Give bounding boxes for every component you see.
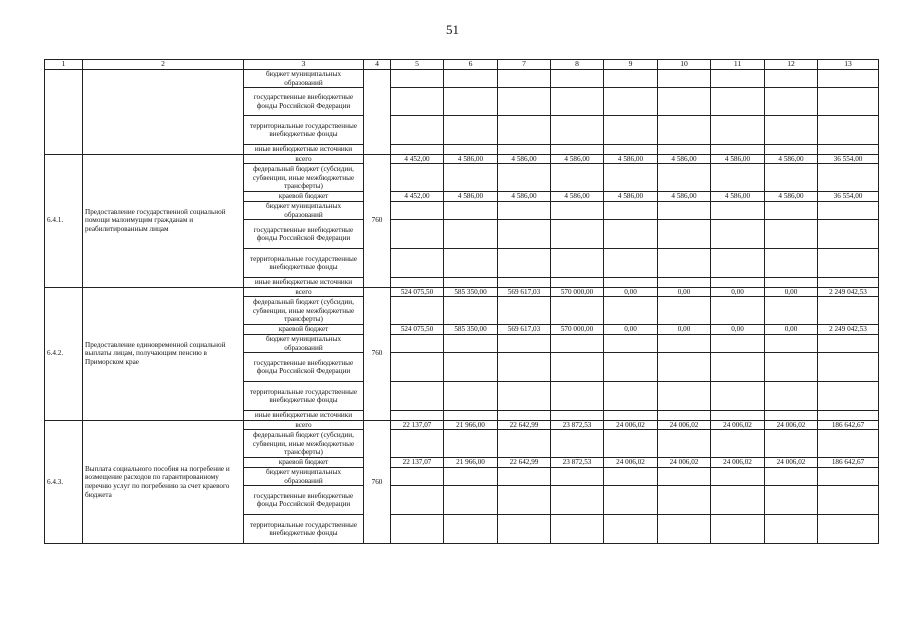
value-cell	[444, 145, 498, 155]
value-cell	[498, 116, 551, 145]
value-cell: 186 642,67	[818, 420, 879, 430]
funding-source-cell: федеральный бюджет (субсидии, субвенции, иные межбюджетные трансферты)	[244, 164, 364, 192]
measure-name-cell: Предоставление государственной социальной помощи малоимущим гражданам и реабилитированным лицам	[83, 154, 244, 287]
funding-source-cell: бюджет муниципальных образований	[244, 467, 364, 485]
value-cell	[604, 88, 658, 116]
table-row	[45, 287, 879, 297]
value-cell: 585 350,00	[444, 287, 498, 297]
value-cell	[498, 164, 551, 192]
value-cell: 22 642,99	[498, 458, 551, 468]
value-cell	[658, 201, 711, 219]
budget-table	[44, 59, 879, 544]
value-cell	[658, 411, 711, 421]
value-cell	[658, 249, 711, 278]
value-cell	[818, 515, 879, 544]
value-cell	[711, 382, 765, 411]
value-cell	[444, 249, 498, 278]
value-cell	[391, 145, 444, 155]
measure-name-cell	[83, 70, 244, 155]
budget-code-cell: 760	[364, 154, 391, 287]
value-cell	[498, 382, 551, 411]
value-cell	[498, 249, 551, 278]
value-cell: 4 586,00	[658, 154, 711, 164]
value-cell	[444, 515, 498, 544]
value-cell	[391, 164, 444, 192]
funding-source-cell: иные внебюджетные источники	[244, 411, 364, 421]
funding-source-cell: бюджет муниципальных образований	[244, 201, 364, 219]
value-cell	[818, 88, 879, 116]
funding-source-cell: краевой бюджет	[244, 192, 364, 202]
value-cell	[391, 411, 444, 421]
value-cell	[604, 486, 658, 515]
value-cell	[391, 430, 444, 458]
column-header: 5	[391, 60, 444, 70]
value-cell	[604, 515, 658, 544]
column-header: 9	[604, 60, 658, 70]
value-cell: 569 617,03	[498, 287, 551, 297]
value-cell: 585 350,00	[444, 325, 498, 335]
funding-source-cell: государственные внебюджетные фонды Российской Федерации	[244, 353, 364, 382]
value-cell	[391, 515, 444, 544]
value-cell: 4 586,00	[604, 192, 658, 202]
value-cell: 524 075,50	[391, 325, 444, 335]
measure-name-cell: Предоставление единовременной социальной выплаты лицам, получающим пенсию в Приморском крае	[83, 287, 244, 420]
value-cell	[391, 201, 444, 219]
value-cell: 24 006,02	[658, 420, 711, 430]
value-cell	[391, 88, 444, 116]
value-cell	[444, 382, 498, 411]
funding-source-cell: краевой бюджет	[244, 325, 364, 335]
value-cell	[765, 297, 818, 325]
funding-source-cell: территориальные государственные внебюджетные фонды	[244, 116, 364, 145]
value-cell	[604, 220, 658, 249]
value-cell	[818, 467, 879, 485]
funding-source-cell: бюджет муниципальных образований	[244, 70, 364, 88]
value-cell	[658, 116, 711, 145]
column-header: 8	[551, 60, 604, 70]
value-cell	[711, 116, 765, 145]
value-cell	[551, 278, 604, 288]
value-cell	[551, 164, 604, 192]
funding-source-cell: государственные внебюджетные фонды Российской Федерации	[244, 486, 364, 515]
value-cell: 570 000,00	[551, 287, 604, 297]
value-cell: 24 006,02	[765, 420, 818, 430]
value-cell: 2 249 042,53	[818, 287, 879, 297]
measure-name-cell: Выплата социального пособия на погребение и возмещение расходов по гарантированному перечню услуг по погребению за счет краевого бюджета	[83, 420, 244, 543]
value-cell	[658, 430, 711, 458]
value-cell: 4 586,00	[658, 192, 711, 202]
value-cell	[604, 278, 658, 288]
funding-source-cell: государственные внебюджетные фонды Российской Федерации	[244, 220, 364, 249]
value-cell	[711, 70, 765, 88]
column-header: 7	[498, 60, 551, 70]
column-header: 12	[765, 60, 818, 70]
budget-code-cell: 760	[364, 287, 391, 420]
value-cell	[444, 278, 498, 288]
value-cell	[818, 353, 879, 382]
value-cell	[711, 515, 765, 544]
value-cell	[765, 515, 818, 544]
value-cell	[711, 334, 765, 352]
value-cell: 0,00	[604, 287, 658, 297]
value-cell	[765, 164, 818, 192]
value-cell	[765, 145, 818, 155]
value-cell	[818, 430, 879, 458]
value-cell	[711, 297, 765, 325]
value-cell: 36 554,00	[818, 192, 879, 202]
value-cell	[498, 278, 551, 288]
value-cell	[444, 164, 498, 192]
value-cell	[765, 116, 818, 145]
value-cell	[551, 467, 604, 485]
value-cell	[711, 201, 765, 219]
value-cell	[498, 467, 551, 485]
value-cell	[498, 353, 551, 382]
value-cell	[658, 515, 711, 544]
value-cell	[765, 70, 818, 88]
column-header: 3	[244, 60, 364, 70]
value-cell: 4 586,00	[711, 154, 765, 164]
value-cell	[444, 88, 498, 116]
funding-source-cell: краевой бюджет	[244, 458, 364, 468]
value-cell: 4 586,00	[765, 192, 818, 202]
value-cell: 22 137,07	[391, 420, 444, 430]
funding-source-cell: территориальные государственные внебюджетные фонды	[244, 249, 364, 278]
value-cell: 4 586,00	[551, 192, 604, 202]
value-cell	[444, 353, 498, 382]
value-cell: 0,00	[765, 287, 818, 297]
value-cell	[498, 88, 551, 116]
value-cell	[658, 382, 711, 411]
value-cell: 569 617,03	[498, 325, 551, 335]
value-cell	[604, 467, 658, 485]
value-cell	[551, 353, 604, 382]
value-cell: 24 006,02	[765, 458, 818, 468]
value-cell	[551, 145, 604, 155]
value-cell	[551, 88, 604, 116]
column-number-row	[45, 60, 879, 70]
value-cell: 23 872,53	[551, 458, 604, 468]
value-cell	[818, 164, 879, 192]
value-cell	[551, 411, 604, 421]
value-cell	[765, 467, 818, 485]
value-cell	[604, 411, 658, 421]
funding-source-cell: всего	[244, 420, 364, 430]
value-cell	[818, 411, 879, 421]
value-cell	[498, 297, 551, 325]
value-cell	[658, 70, 711, 88]
value-cell	[604, 382, 658, 411]
value-cell	[765, 88, 818, 116]
value-cell	[551, 515, 604, 544]
value-cell	[551, 201, 604, 219]
value-cell: 524 075,50	[391, 287, 444, 297]
value-cell	[818, 382, 879, 411]
value-cell	[444, 116, 498, 145]
column-header: 11	[711, 60, 765, 70]
value-cell	[498, 201, 551, 219]
value-cell	[551, 220, 604, 249]
funding-source-cell: иные внебюджетные источники	[244, 278, 364, 288]
value-cell	[765, 201, 818, 219]
value-cell	[604, 70, 658, 88]
value-cell	[658, 164, 711, 192]
value-cell: 4 586,00	[444, 192, 498, 202]
value-cell: 0,00	[711, 287, 765, 297]
value-cell: 22 137,07	[391, 458, 444, 468]
value-cell	[444, 70, 498, 88]
value-cell	[391, 334, 444, 352]
value-cell: 24 006,02	[658, 458, 711, 468]
value-cell	[498, 411, 551, 421]
value-cell	[658, 353, 711, 382]
value-cell	[711, 278, 765, 288]
funding-source-cell: территориальные государственные внебюджетные фонды	[244, 382, 364, 411]
value-cell	[444, 486, 498, 515]
column-header: 1	[45, 60, 83, 70]
value-cell	[391, 486, 444, 515]
value-cell: 4 586,00	[551, 154, 604, 164]
column-header: 10	[658, 60, 711, 70]
value-cell: 4 586,00	[498, 154, 551, 164]
value-cell: 2 249 042,53	[818, 325, 879, 335]
value-cell	[444, 334, 498, 352]
value-cell: 4 452,00	[391, 192, 444, 202]
value-cell	[658, 467, 711, 485]
value-cell	[551, 430, 604, 458]
value-cell	[658, 486, 711, 515]
value-cell	[498, 430, 551, 458]
value-cell	[818, 70, 879, 88]
value-cell	[818, 297, 879, 325]
value-cell	[551, 249, 604, 278]
value-cell	[765, 249, 818, 278]
page-number: 51	[446, 22, 459, 37]
value-cell: 4 452,00	[391, 154, 444, 164]
value-cell: 186 642,67	[818, 458, 879, 468]
value-cell	[551, 297, 604, 325]
funding-source-cell: федеральный бюджет (субсидии, субвенции, иные межбюджетные трансферты)	[244, 430, 364, 458]
value-cell	[711, 88, 765, 116]
table-row	[45, 420, 879, 430]
value-cell	[551, 382, 604, 411]
value-cell	[818, 486, 879, 515]
value-cell	[498, 486, 551, 515]
value-cell: 4 586,00	[765, 154, 818, 164]
value-cell	[551, 334, 604, 352]
value-cell	[818, 249, 879, 278]
value-cell: 23 872,53	[551, 420, 604, 430]
column-header: 13	[818, 60, 879, 70]
value-cell	[818, 278, 879, 288]
value-cell	[391, 467, 444, 485]
value-cell	[391, 249, 444, 278]
funding-source-cell: всего	[244, 287, 364, 297]
value-cell	[711, 467, 765, 485]
value-cell: 24 006,02	[711, 420, 765, 430]
value-cell	[391, 70, 444, 88]
value-cell	[551, 486, 604, 515]
value-cell	[604, 334, 658, 352]
measure-number-cell	[45, 70, 83, 155]
value-cell	[765, 334, 818, 352]
funding-source-cell: всего	[244, 154, 364, 164]
table-row	[45, 70, 879, 88]
value-cell	[711, 220, 765, 249]
funding-source-cell: территориальные государственные внебюджетные фонды	[244, 515, 364, 544]
value-cell	[498, 70, 551, 88]
value-cell: 24 006,02	[604, 420, 658, 430]
measure-number-cell: 6.4.1.	[45, 154, 83, 287]
value-cell: 4 586,00	[604, 154, 658, 164]
value-cell	[604, 249, 658, 278]
value-cell: 0,00	[658, 287, 711, 297]
value-cell	[444, 297, 498, 325]
value-cell	[818, 201, 879, 219]
value-cell	[765, 411, 818, 421]
budget-code-cell: 760	[364, 420, 391, 543]
value-cell	[498, 334, 551, 352]
value-cell	[765, 430, 818, 458]
value-cell	[604, 164, 658, 192]
value-cell	[711, 430, 765, 458]
value-cell	[818, 116, 879, 145]
value-cell	[711, 411, 765, 421]
funding-source-cell: иные внебюджетные источники	[244, 145, 364, 155]
value-cell: 21 966,00	[444, 458, 498, 468]
value-cell	[658, 278, 711, 288]
measure-number-cell: 6.4.3.	[45, 420, 83, 543]
value-cell	[711, 249, 765, 278]
value-cell	[658, 88, 711, 116]
value-cell	[391, 353, 444, 382]
value-cell: 0,00	[604, 325, 658, 335]
value-cell: 4 586,00	[444, 154, 498, 164]
value-cell	[711, 145, 765, 155]
value-cell: 0,00	[765, 325, 818, 335]
value-cell	[604, 430, 658, 458]
value-cell	[498, 220, 551, 249]
value-cell	[711, 164, 765, 192]
value-cell	[658, 145, 711, 155]
value-cell	[551, 70, 604, 88]
value-cell: 21 966,00	[444, 420, 498, 430]
value-cell	[444, 467, 498, 485]
table-row	[45, 154, 879, 164]
value-cell: 0,00	[711, 325, 765, 335]
value-cell	[818, 220, 879, 249]
value-cell	[604, 116, 658, 145]
value-cell	[604, 297, 658, 325]
column-header: 6	[444, 60, 498, 70]
funding-source-cell: государственные внебюджетные фонды Российской Федерации	[244, 88, 364, 116]
value-cell	[711, 486, 765, 515]
value-cell: 24 006,02	[604, 458, 658, 468]
value-cell	[498, 145, 551, 155]
value-cell	[658, 220, 711, 249]
funding-source-cell: бюджет муниципальных образований	[244, 334, 364, 352]
value-cell: 4 586,00	[498, 192, 551, 202]
value-cell	[391, 278, 444, 288]
value-cell	[444, 411, 498, 421]
value-cell: 0,00	[658, 325, 711, 335]
value-cell: 570 000,00	[551, 325, 604, 335]
value-cell	[765, 486, 818, 515]
value-cell	[551, 116, 604, 145]
value-cell	[711, 353, 765, 382]
value-cell	[765, 220, 818, 249]
budget-table-body	[45, 70, 879, 544]
column-header: 2	[83, 60, 244, 70]
funding-source-cell: федеральный бюджет (субсидии, субвенции, иные межбюджетные трансферты)	[244, 297, 364, 325]
value-cell: 22 642,99	[498, 420, 551, 430]
value-cell	[604, 145, 658, 155]
value-cell	[444, 220, 498, 249]
value-cell	[391, 116, 444, 145]
column-header: 4	[364, 60, 391, 70]
value-cell: 24 006,02	[711, 458, 765, 468]
value-cell	[498, 515, 551, 544]
value-cell	[658, 297, 711, 325]
value-cell	[765, 278, 818, 288]
value-cell	[604, 353, 658, 382]
value-cell	[444, 430, 498, 458]
value-cell	[391, 297, 444, 325]
budget-code-cell	[364, 70, 391, 155]
value-cell	[818, 145, 879, 155]
value-cell	[444, 201, 498, 219]
measure-number-cell: 6.4.2.	[45, 287, 83, 420]
value-cell: 36 554,00	[818, 154, 879, 164]
value-cell	[818, 334, 879, 352]
value-cell: 4 586,00	[711, 192, 765, 202]
value-cell	[391, 382, 444, 411]
value-cell	[658, 334, 711, 352]
value-cell	[765, 382, 818, 411]
value-cell	[604, 201, 658, 219]
value-cell	[765, 353, 818, 382]
value-cell	[391, 220, 444, 249]
